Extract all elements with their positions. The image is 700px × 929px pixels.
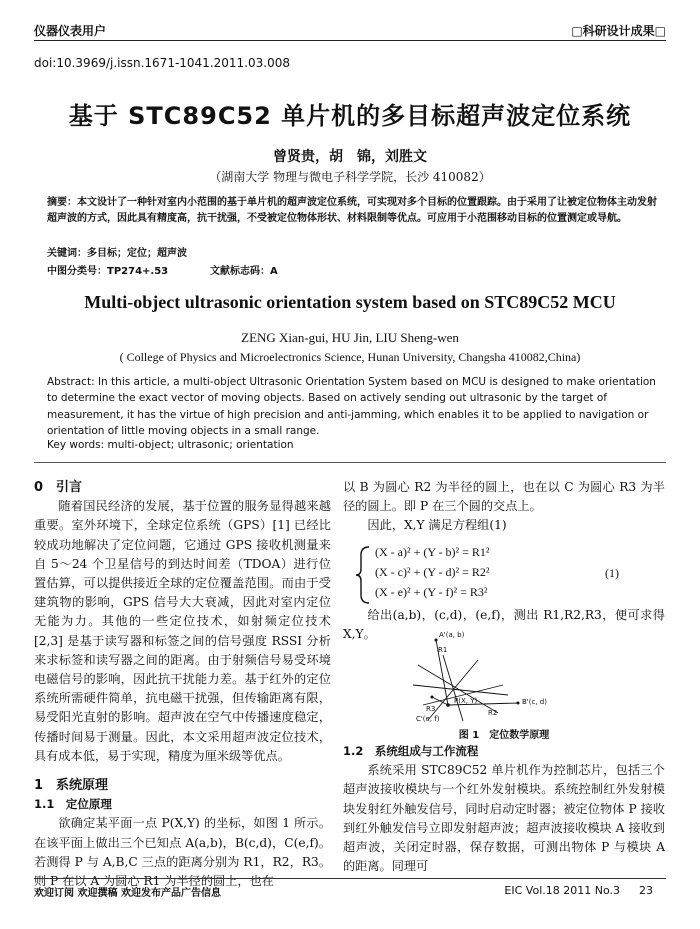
label-r3: R3 <box>426 705 436 713</box>
document-code: 文献标志码：A <box>210 266 278 277</box>
section-1-2 <box>343 742 665 876</box>
equation-line: (X - c)² + (Y - d)² = R2² <box>375 565 490 579</box>
equation-system <box>355 545 635 605</box>
brace-icon <box>355 545 375 605</box>
point-a <box>435 639 438 642</box>
label-r2: R2 <box>488 709 498 717</box>
affiliation-cn: （湖南大学 物理与微电子科学学院，长沙 410082） <box>209 170 491 184</box>
journal-issue: EIC Vol.18 2011 No.3 <box>504 884 620 897</box>
keywords-en: Key words: multi-object; ultrasonic; orientation <box>47 439 294 451</box>
right-column <box>343 478 665 536</box>
abstract-cn <box>47 195 657 226</box>
page-number: 23 <box>639 884 653 897</box>
footer-note: 欢迎订阅 欢迎撰稿 欢迎发布产品广告信息 <box>34 888 221 899</box>
abstract-cn-text: 本文设计了一种针对室内小范围的基于单片机的超声波定位系统，可实现对多个目标的位置跟踪。由于采用了让被定位物体主动发射超声波的方式，因此具有精度高，抗干扰强，不受被定位物体形状、材料限制等优点。可应用于小范围移动目标的位置测定或导航。 <box>47 197 657 224</box>
figure-caption: 图 1 定位数学原理 <box>458 730 550 741</box>
authors-en: ZENG Xian-gui, HU Jin, LIU Sheng-wen <box>241 330 459 345</box>
title-cn: 基于 STC89C52 单片机的多目标超声波定位系统 <box>68 102 632 130</box>
point-b <box>517 702 520 705</box>
title-en: Multi-object ultrasonic orientation system based on STC89C52 MCU <box>84 292 616 312</box>
journal-name: 仪器仪表用户 <box>34 24 107 38</box>
figure-1-diagram <box>408 625 608 725</box>
doi[interactable]: doi:10.3969/j.issn.1671-1041.2011.03.008 <box>34 56 290 70</box>
paragraph: 给出(a,b)，(c,d)，(e,f)，测出 R1,R2,R3，便可求得 X,Y。 <box>343 608 665 642</box>
equation-number: (1) <box>605 566 619 580</box>
section-divider <box>34 462 666 463</box>
section-1-2-heading: 1.2 系统组成与工作流程 <box>343 744 479 758</box>
paragraph: 随着国民经济的发展，基于位置的服务显得越来越重要。室外环境下，全球定位系统（GPS）[1] 已经比较成功地解决了定位问题，它通过 GPS 接收机测量来自 5～24 个卫星信号的到达时间差（TDOA）进行位置估算，可以提供接近全球的定位覆盖范围。而由于受建筑物的影响，GPS 信号大大衰减，因此对室内定位无能为力。其他的一些定位技术，如射频定位技术 [2,3] 是基于读写器和标签之间的信号强度 RSSI 分析来求标签和读写器之间的距离。由于射频信号易受环境电磁信号的影响，因此抗干扰能力差。基于红外的定位系统所需硬件简单，抗电磁干扰强，但传输距离有限，易受阳光直射的影响。超声波在空气中传播速度稳定，传播时间易于测量。因此，本文采用超声波定位技术，具有成本低，易于实现，精度为厘米级等优点。 <box>34 499 331 763</box>
section-1-1-heading: 1.1 定位原理 <box>34 797 112 812</box>
paragraph: 以 B 为圆心 R2 为半径的圆上，也在以 C 为圆心 R3 为半径的圆上。即 P 在三个圆的交点上。 <box>343 480 665 514</box>
left-column <box>34 478 331 891</box>
paragraph: 欲确定某平面一点 P(X,Y) 的坐标，如图 1 所示。在该平面上做出三个已知点 A(a,b)，B(c,d)，C(e,f)。若测得 P 与 A,B,C 三点的距离分别为 R1，R2，R3。则 P 在以 A 为圆心 R1 为半径的圆上，也在 <box>34 816 331 889</box>
footer-rule <box>34 878 666 879</box>
paragraph: 系统采用 STC89C52 单片机作为控制芯片，包括三个超声波接收模块与一个红外发射模块。系统控制红外发射模块发射红外触发信号，同时启动定时器；被定位物体 P 接收到红外触发信号立即发射超声波；超声波接收模块 A 接收到超声波，关闭定时器，保存数据，可测出物体 P 与模块 A 的距离。同理可 <box>343 763 665 874</box>
label-a: A'(a, b) <box>439 631 465 639</box>
clc-number: 中图分类号：TP274+.53 <box>47 266 169 277</box>
label-b: B'(c, d) <box>522 698 547 706</box>
equation-line: (X - e)² + (Y - f)² = R3² <box>375 585 488 599</box>
section-1-heading: 1 系统原理 <box>34 778 109 794</box>
point-p <box>446 703 450 707</box>
abstract-en: Abstract: In this article, a multi-object Ultrasonic Orientation System based on MCU is designed to make orientation to determine the exact vector of moving objects. Based on actively sending out ultrasonic by the target of measurement, it has the virtue of high precision and anti-jamming, which enables it to be applied to navigation or orientation of little moving objects in a small range. <box>47 376 656 437</box>
paragraph: 因此，X,Y 满足方程组(1) <box>367 518 507 533</box>
keywords-cn: 关键词：多目标；定位；超声波 <box>47 248 187 259</box>
abstract-cn-label: 摘要： <box>47 197 77 208</box>
section-tag: □科研设计成果□ <box>571 24 666 38</box>
label-r1: R1 <box>438 646 448 654</box>
header-rule <box>34 40 666 41</box>
label-c: C'(e, f) <box>416 715 440 723</box>
affiliation-en: ( College of Physics and Microelectronics Science, Hunan University, Changsha 410082,China) <box>119 350 581 364</box>
label-p: P(X, Y) <box>454 697 478 705</box>
point-c <box>431 696 434 699</box>
equation-line: (X - a)² + (Y - b)² = R1² <box>375 545 490 559</box>
authors-cn: 曾贤贵，胡 锦，刘胜文 <box>273 149 427 165</box>
section-0-heading: 0 引言 <box>34 480 83 495</box>
